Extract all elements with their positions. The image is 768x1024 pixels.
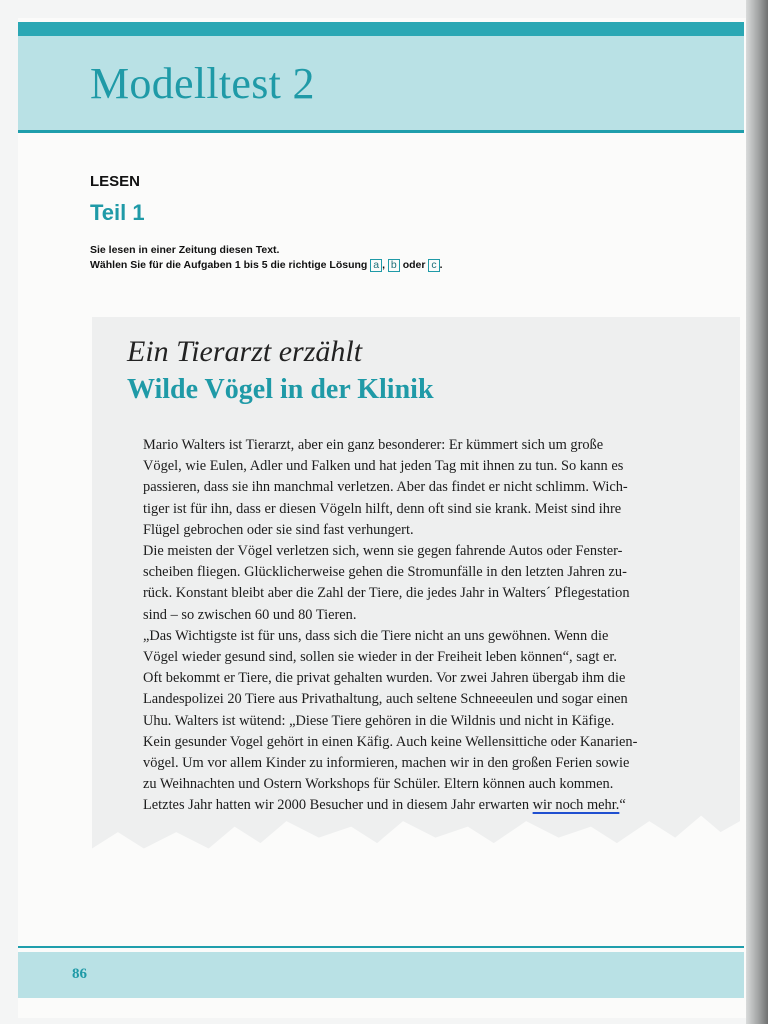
article-line: Kein gesunder Vogel gehört in einen Käfig. Auch keine Wellensittiche oder Kanarien- (143, 733, 638, 750)
article-line: Oft bekommt er Tiere, die privat gehalten wurden. Vor zwei Jahren übergab ihm die (143, 670, 626, 687)
closing-quote: “ (619, 797, 626, 814)
article-line: Flügel gebrochen oder sie sind fast verhungert. (143, 521, 414, 538)
article-headline: Wilde Vögel in der Klinik (127, 374, 434, 405)
part-heading: Teil 1 (90, 200, 145, 225)
article-line: tiger ist für ihn, dass er diesen Vögeln hilft, denn oft sind sie krank. Meist sind ihre (143, 500, 622, 517)
page-title: Modelltest 2 (90, 59, 315, 108)
header-divider (18, 130, 744, 133)
option-c-box: c (428, 259, 439, 272)
article-body (143, 435, 688, 817)
underlined-phrase: wir noch mehr. (532, 797, 620, 814)
article-line: sind – so zwischen 60 und 80 Tieren. (143, 606, 357, 623)
article-line: Mario Walters ist Tierarzt, aber ein ganz besonderer: Er kümmert sich um große (143, 437, 604, 453)
scan-page-edge (746, 0, 768, 1024)
section-label: LESEN (90, 173, 141, 190)
instruction-line-2 (90, 258, 443, 273)
footer-band (18, 952, 744, 998)
article-line: Uhu. Walters ist wütend: „Diese Tiere gehören in die Wildnis und nicht in Käfige. (143, 712, 615, 729)
article-line: Landespolizei 20 Tiere aus Privathaltung, auch seltene Schneeeulen und sogar einen (143, 691, 628, 708)
separator-comma: , (382, 259, 385, 271)
last-line-text: Letztes Jahr hatten wir 2000 Besucher und in diesem Jahr erwarten (143, 797, 533, 814)
instruction-line-1: Sie lesen in einer Zeitung diesen Text. (90, 244, 280, 256)
instruction-line-2-text: Wählen Sie für die Aufgaben 1 bis 5 die richtige Lösung (90, 259, 368, 271)
article-line: scheiben fliegen. Glücklicherweise gehen die Stromunfälle in den letzten Jahren zu- (143, 564, 627, 581)
article-line: Vögel, wie Eulen, Adler und Falken und hat jeden Tag mit ihnen zu tun. So kann es (143, 458, 624, 475)
article-line: passieren, dass sie ihn manchmal verletzen. Aber das findet er nicht schlimm. Wich- (143, 479, 628, 496)
page-number: 86 (72, 966, 87, 982)
footer-divider (18, 946, 744, 948)
option-a-box: a (370, 259, 382, 272)
article-line: „Das Wichtigste ist für uns, dass sich die Tiere nicht an uns gewöhnen. Wenn die (143, 627, 609, 644)
option-b-box: b (388, 259, 400, 272)
article-line: zu Weihnachten und Ostern Workshops für Schüler. Eltern können auch kommen. (143, 776, 614, 793)
separator-oder: oder (402, 259, 426, 271)
article-kicker: Ein Tierarzt erzählt (127, 335, 363, 368)
article-line: rück. Konstant bleibt aber die Zahl der Tiere, die jedes Jahr in Walters´ Pflegestation (143, 585, 630, 602)
article-line: Die meisten der Vögel verletzen sich, wenn sie gegen fahrende Autos oder Fenster- (143, 543, 623, 560)
instructions (90, 243, 443, 273)
separator-end: . (439, 259, 443, 271)
header-top-strip (18, 22, 744, 36)
article-line: Vögel wieder gesund sind, sollen sie wieder in der Freiheit leben können“, sagt er. (143, 649, 617, 666)
article-last-line (143, 795, 688, 816)
article-line: vögel. Um vor allem Kinder zu informieren, machen wir in den großen Ferien sowie (143, 755, 630, 772)
